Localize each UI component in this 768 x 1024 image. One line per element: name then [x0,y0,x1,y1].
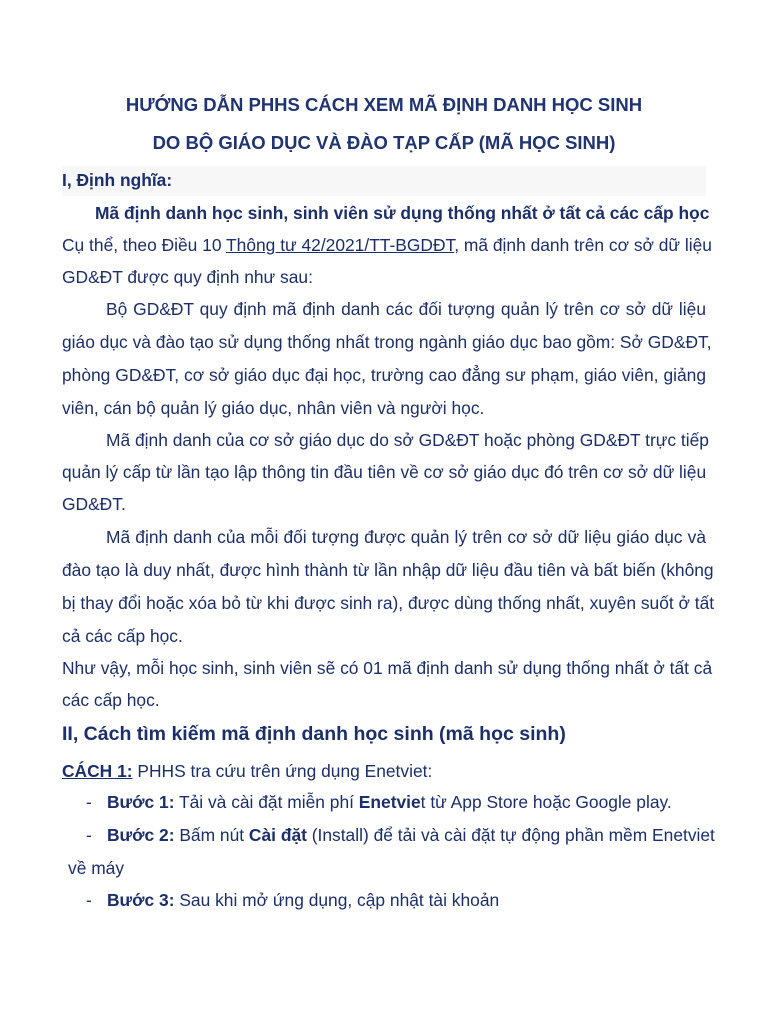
step-2-install-label: Cài đặt [248,825,307,845]
step-2-continuation: về máy [68,858,125,878]
paragraph-4-line: Như vậy, mỗi học sinh, sinh viên sẽ có 01 mã định danh sử dụng thống nhất ở tất cả [62,658,713,678]
step-2-text-post: (Install) để tải và cài đặt tự động phần mềm Enetviet [306,825,715,845]
paragraph-1-line: giáo dục và đào tạo sử dụng thống nhất trong ngành giáo dục bao gồm: Sở GD&ĐT, [62,332,712,352]
paragraph-1-line: viên, cán bộ quản lý giáo dục, nhân viên và người học. [62,398,485,418]
step-1-text-post: t từ App Store hoặc Google play. [420,792,672,812]
step-2-label: Bước 2: [107,825,175,845]
section-1-subheading: Mã định danh học sinh, sinh viên sử dụng thống nhất ở tất cả các cấp học [95,203,710,223]
paragraph-2-line: Mã định danh của cơ sở giáo dục do sở GD&ĐT hoặc phòng GD&ĐT trực tiếp [106,430,709,450]
intro-line-2: GD&ĐT được quy định như sau: [62,267,313,287]
paragraph-3-line: cả các cấp học. [62,626,183,646]
paragraph-2-line: GD&ĐT. [62,494,126,514]
paragraph-1-line: Bộ GD&ĐT quy định mã định danh các đối tượng quản lý trên cơ sở dữ liệu [106,299,706,319]
method-1-label: CÁCH 1: [62,761,133,781]
paragraph-3-line: Mã định danh của mỗi đối tượng được quản lý trên cơ sở dữ liệu giáo dục và [106,527,706,547]
paragraph-4-line: các cấp học. [62,690,160,710]
step-1-text-pre: Tải và cài đặt miễn phí [174,792,359,812]
intro-line-1 [62,233,712,257]
paragraph-3-line: đào tạo là duy nhất, được hình thành từ lần nhập dữ liệu đầu tiên và bất biến (không [62,560,714,580]
section-2-heading: II, Cách tìm kiếm mã định danh học sinh (mã học sinh) [62,723,566,745]
section-1-heading: I, Định nghĩa: [62,170,173,190]
step-1-label: Bước 1: [107,792,175,812]
list-dash: - [86,792,92,812]
intro-text-post: , mã định danh trên cơ sở dữ liệu [454,235,712,255]
step-3 [107,888,499,912]
document-title-line-1: HƯỚNG DẪN PHHS CÁCH XEM MÃ ĐỊNH DANH HỌC SINH [125,94,643,115]
list-dash: - [86,890,92,910]
method-1-text: PHHS tra cứu trên ứng dụng Enetviet: [132,761,433,781]
paragraph-3-line: bị thay đổi hoặc xóa bỏ từ khi được sinh ra), được dùng thống nhất, xuyên suốt ở tất [62,593,715,613]
step-3-label: Bước 3: [107,890,175,910]
step-2 [107,823,715,847]
list-dash: - [86,825,92,845]
circular-link[interactable]: Thông tư 42/2021/TT-BGDĐT [226,235,455,255]
method-1-line [62,759,432,783]
step-1 [107,790,672,814]
section-1-heading-bar [62,166,706,196]
intro-text-pre: Cụ thể, theo Điều 10 [62,235,227,255]
paragraph-1-line: phòng GD&ĐT, cơ sở giáo dục đại học, trường cao đẳng sư phạm, giáo viên, giảng [62,365,706,385]
step-1-app-name: Enetvie [358,792,421,812]
paragraph-2-line: quản lý cấp từ lần tạo lập thông tin đầu tiên về cơ sở giáo dục đó trên cơ sở dữ liệu [62,462,707,482]
step-3-text: Sau khi mở ứng dụng, cập nhật tài khoản [174,890,500,910]
document-title-line-2: DO BỘ GIÁO DỤC VÀ ĐÀO TẠP CẤP (MÃ HỌC SINH) [152,132,616,153]
step-2-text-pre: Bấm nút [174,825,249,845]
